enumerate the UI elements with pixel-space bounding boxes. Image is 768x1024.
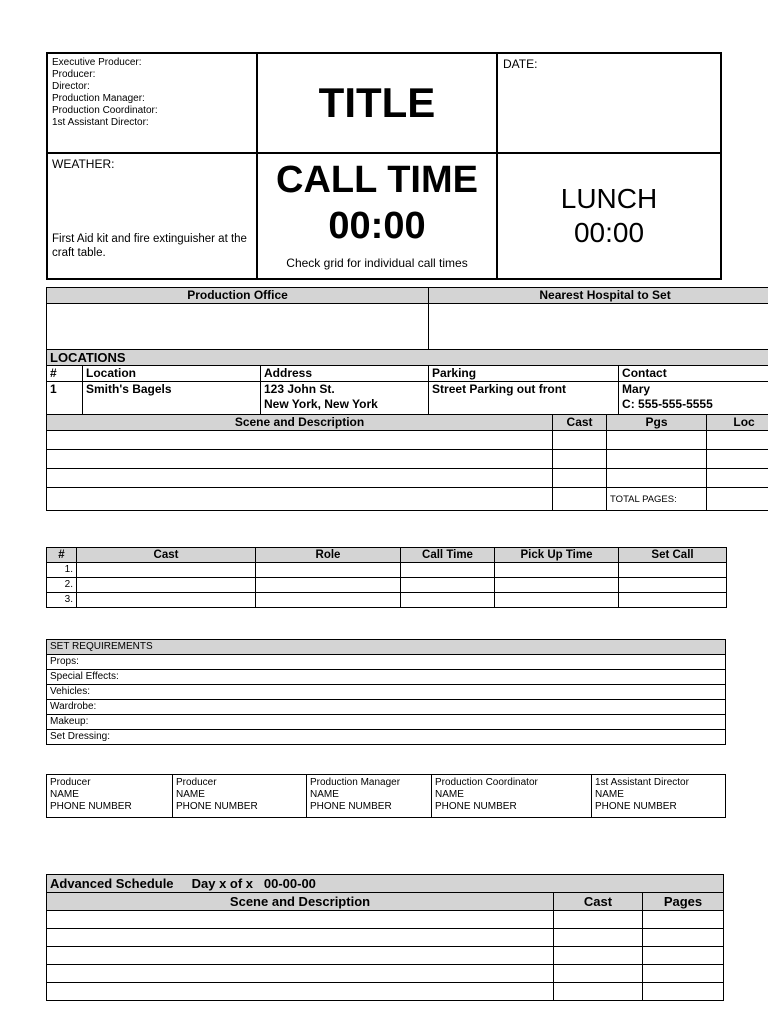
table-row: [47, 488, 768, 511]
role-cell[interactable]: [256, 593, 401, 608]
location-contact[interactable]: [619, 382, 768, 415]
pgs-cell[interactable]: [607, 450, 707, 469]
col-header: Contact: [619, 366, 768, 382]
total-pages-label: TOTAL PAGES:: [607, 488, 707, 511]
scene-cell[interactable]: [47, 431, 553, 450]
row-number: 2.: [47, 578, 77, 593]
set-call-cell[interactable]: [619, 563, 727, 578]
pgs-cell[interactable]: [607, 469, 707, 488]
cast-cell[interactable]: [554, 983, 643, 1001]
col-header: Cast: [77, 548, 256, 563]
contact-cell[interactable]: [592, 775, 726, 818]
call-time-label: CALL TIME: [276, 159, 478, 201]
crew-role: Production Manager:: [52, 93, 145, 104]
cast-cell[interactable]: [554, 911, 643, 929]
col-header: Pick Up Time: [495, 548, 619, 563]
set-req-wardrobe[interactable]: Wardrobe:: [47, 700, 726, 715]
pages-cell[interactable]: [643, 947, 724, 965]
set-req-special-effects[interactable]: Special Effects:: [47, 670, 726, 685]
pages-cell[interactable]: [643, 911, 724, 929]
set-req-vehicles[interactable]: Vehicles:: [47, 685, 726, 700]
contact-phone: PHONE NUMBER: [310, 801, 392, 812]
contact-role: 1st Assistant Director: [595, 777, 689, 788]
production-office-label: Production Office: [47, 288, 429, 304]
cast-cell[interactable]: [553, 469, 607, 488]
advanced-day: Day x of x: [191, 876, 254, 891]
cast-cell[interactable]: [553, 450, 607, 469]
role-cell[interactable]: [256, 563, 401, 578]
contact-phone: PHONE NUMBER: [176, 801, 258, 812]
cast-cell[interactable]: [77, 578, 256, 593]
crew-role: Producer:: [52, 69, 96, 80]
nearest-hospital-field[interactable]: [429, 304, 768, 350]
scene-cell[interactable]: [47, 947, 554, 965]
contact-role: Production Coordinator: [435, 777, 538, 788]
contact-name: NAME: [176, 789, 205, 800]
location-number[interactable]: 1: [47, 382, 83, 415]
scene-cell[interactable]: [47, 965, 554, 983]
col-header: Parking: [429, 366, 619, 382]
set-call-cell[interactable]: [619, 593, 727, 608]
set-req-set-dressing[interactable]: Set Dressing:: [47, 730, 726, 745]
contact-name: NAME: [50, 789, 79, 800]
scene-cell[interactable]: [47, 911, 554, 929]
total-pages-field[interactable]: [707, 488, 768, 511]
call-time-value: 00:00: [328, 205, 426, 247]
address-line2: New York, New York: [264, 397, 378, 411]
contact-name: NAME: [435, 789, 464, 800]
table-row: [47, 431, 768, 450]
table-row: [47, 593, 727, 608]
call-time-box[interactable]: [257, 153, 497, 279]
loc-cell[interactable]: [707, 469, 768, 488]
call-time-note: Check grid for individual call times: [286, 256, 468, 270]
pages-cell[interactable]: [643, 929, 724, 947]
nearest-hospital-label: Nearest Hospital to Set: [429, 288, 768, 304]
cast-cell[interactable]: [77, 593, 256, 608]
cast-cell[interactable]: [554, 929, 643, 947]
office-locations-scenes: [46, 287, 768, 511]
lunch-label: LUNCH: [560, 183, 658, 214]
cast-cell[interactable]: [553, 431, 607, 450]
col-header: Pgs: [607, 415, 707, 431]
table-row: [47, 911, 724, 929]
scene-cell[interactable]: [47, 450, 553, 469]
table-row: [47, 563, 727, 578]
address-line1: 123 John St.: [264, 382, 335, 396]
call-time-cell[interactable]: [401, 563, 495, 578]
cast-cell[interactable]: [554, 947, 643, 965]
table-row: [47, 947, 724, 965]
table-row: [47, 929, 724, 947]
cast-cell[interactable]: [77, 563, 256, 578]
contact-phone: PHONE NUMBER: [435, 801, 517, 812]
col-header: #: [47, 366, 83, 382]
table-row: [47, 450, 768, 469]
row-number: 3.: [47, 593, 77, 608]
advanced-schedule-header: [47, 875, 724, 893]
col-header: Pages: [643, 893, 724, 911]
loc-cell[interactable]: [707, 431, 768, 450]
scene-cell[interactable]: [47, 488, 553, 511]
contact-role: Producer: [176, 777, 217, 788]
set-requirements-label: SET REQUIREMENTS: [47, 640, 726, 655]
production-office-field[interactable]: [47, 304, 429, 350]
col-header: Scene and Description: [47, 893, 554, 911]
contact-cell[interactable]: [307, 775, 432, 818]
advanced-date: 00-00-00: [263, 876, 316, 891]
set-req-makeup[interactable]: Makeup:: [47, 715, 726, 730]
contact-phone: PHONE NUMBER: [595, 801, 677, 812]
contact-cell[interactable]: [47, 775, 173, 818]
contact-role: Producer: [50, 777, 91, 788]
locations-label: LOCATIONS: [47, 350, 768, 366]
crew-role: Executive Producer:: [52, 57, 142, 68]
crew-role: Director:: [52, 81, 90, 92]
table-row: [47, 469, 768, 488]
location-name[interactable]: Smith's Bagels: [83, 382, 261, 415]
contact-role: Production Manager: [310, 777, 401, 788]
weather-note: First Aid kit and fire extinguisher at the craft table.: [52, 233, 247, 259]
pickup-cell[interactable]: [495, 578, 619, 593]
call-time-cell[interactable]: [401, 593, 495, 608]
table-row: [47, 382, 768, 415]
date-label: DATE:: [503, 57, 538, 71]
crew-role: Production Coordinator:: [52, 105, 158, 116]
contact-name: Mary: [622, 382, 651, 396]
col-header: Scene and Description: [47, 415, 553, 431]
col-header: #: [47, 548, 77, 563]
contact-cell[interactable]: [173, 775, 307, 818]
set-requirements-table: [46, 639, 726, 745]
loc-cell[interactable]: [707, 450, 768, 469]
table-row: [47, 983, 724, 1001]
cast-cell[interactable]: [553, 488, 607, 511]
col-header: Set Call: [619, 548, 727, 563]
table-row: [47, 965, 724, 983]
scene-cell[interactable]: [47, 983, 554, 1001]
contacts-table: [46, 774, 726, 818]
lunch-box[interactable]: [497, 153, 721, 279]
contact-cell[interactable]: [432, 775, 592, 818]
weather-label: WEATHER:: [52, 157, 115, 171]
contact-phone: PHONE NUMBER: [50, 801, 132, 812]
table-row: [47, 578, 727, 593]
col-header: Location: [83, 366, 261, 382]
col-header: Cast: [553, 415, 607, 431]
date-field[interactable]: [497, 53, 721, 153]
pickup-cell[interactable]: [495, 593, 619, 608]
col-header: Loc: [707, 415, 768, 431]
location-address[interactable]: [261, 382, 429, 415]
pages-cell[interactable]: [643, 965, 724, 983]
pages-cell[interactable]: [643, 983, 724, 1001]
location-parking[interactable]: Street Parking out front: [429, 382, 619, 415]
set-req-props[interactable]: Props:: [47, 655, 726, 670]
crew-role: 1st Assistant Director:: [52, 117, 149, 128]
role-cell[interactable]: [256, 578, 401, 593]
scene-cell[interactable]: [47, 469, 553, 488]
col-header: Cast: [554, 893, 643, 911]
pgs-cell[interactable]: [607, 431, 707, 450]
page-title[interactable]: TITLE: [257, 53, 497, 153]
col-header: Role: [256, 548, 401, 563]
col-header: Address: [261, 366, 429, 382]
contact-name: NAME: [310, 789, 339, 800]
contact-phone: C: 555-555-5555: [622, 397, 713, 411]
contact-name: NAME: [595, 789, 624, 800]
header-block: [46, 52, 722, 280]
lunch-value: 00:00: [573, 217, 645, 248]
cast-cell[interactable]: [554, 965, 643, 983]
cast-table: [46, 547, 727, 608]
advanced-schedule-table: [46, 874, 724, 1001]
weather-field[interactable]: [47, 153, 257, 279]
set-call-cell[interactable]: [619, 578, 727, 593]
advanced-label: Advanced Schedule: [50, 876, 174, 891]
call-time-cell[interactable]: [401, 578, 495, 593]
crew-roles: [47, 53, 257, 153]
col-header: Call Time: [401, 548, 495, 563]
pickup-cell[interactable]: [495, 563, 619, 578]
scene-cell[interactable]: [47, 929, 554, 947]
row-number: 1.: [47, 563, 77, 578]
